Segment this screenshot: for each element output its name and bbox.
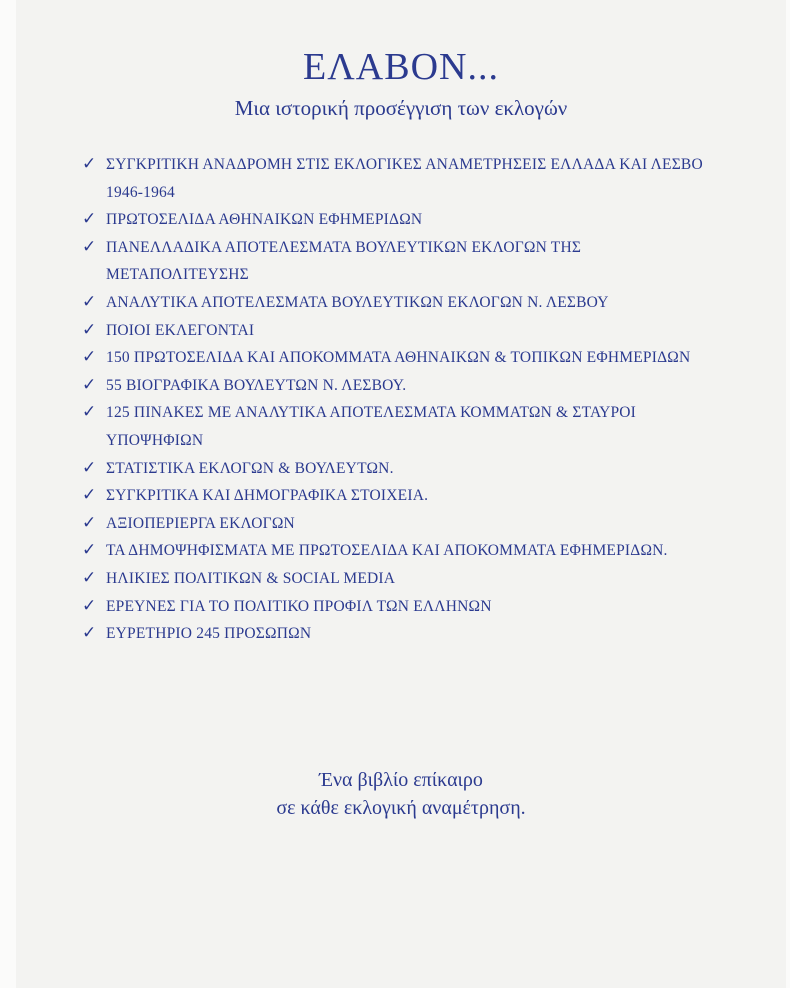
list-item bbox=[82, 289, 722, 317]
list-item bbox=[82, 234, 722, 289]
checkmark-icon: ✓ bbox=[82, 209, 97, 230]
list-item-text: ΠΑΝΕΛΛΑΔΙΚΑ ΑΠΟΤΕΛΕΣΜΑΤΑ ΒΟΥΛΕΥΤΙΚΩΝ ΕΚΛΟΓΩΝ ΤΗΣ ΜΕΤΑΠΟΛΙΤΕΥΣΗΣ bbox=[106, 238, 582, 284]
list-item bbox=[82, 537, 722, 565]
checkmark-icon: ✓ bbox=[82, 512, 97, 533]
checkmark-icon: ✓ bbox=[82, 485, 97, 506]
feature-list bbox=[82, 151, 722, 648]
list-item-text: ΑΞΙΟΠΕΡΙΕΡΓΑ ΕΚΛΟΓΩΝ bbox=[106, 514, 295, 532]
checkmark-icon: ✓ bbox=[82, 319, 97, 340]
list-item-text: ΕΥΡΕΤΗΡΙΟ 245 ΠΡΟΣΩΠΩΝ bbox=[106, 625, 312, 643]
list-item-text: ΑΝΑΛΥΤΙΚΑ ΑΠΟΤΕΛΕΣΜΑΤΑ ΒΟΥΛΕΥΤΙΚΩΝ ΕΚΛΟΓΩΝ Ν. ΛΕΣΒΟΥ bbox=[106, 293, 609, 311]
list-item bbox=[82, 482, 722, 510]
list-item-text: ΗΛΙΚΙΕΣ ΠΟΛΙΤΙΚΩΝ & SOCIAL MEDIA bbox=[106, 569, 396, 587]
list-item-text: ΣΥΓΚΡΙΤΙΚΑ ΚΑΙ ΔΗΜΟΓΡΑΦΙΚΑ ΣΤΟΙΧΕΙΑ. bbox=[106, 487, 429, 505]
list-item bbox=[82, 317, 722, 345]
checkmark-icon: ✓ bbox=[82, 154, 97, 174]
list-item-text: 150 ΠΡΩΤΟΣΕΛΙΔΑ ΚΑΙ ΑΠΟΚΟΜΜΑΤΑ ΑΘΗΝΑΙΚΩΝ & ΤΟΠΙΚΩΝ ΕΦΗΜΕΡΙΔΩΝ bbox=[106, 349, 691, 367]
checkmark-icon: ✓ bbox=[82, 540, 97, 561]
checkmark-icon: ✓ bbox=[82, 402, 97, 423]
footer-tagline bbox=[16, 766, 786, 822]
checkmark-icon: ✓ bbox=[82, 595, 97, 616]
list-item bbox=[82, 565, 722, 593]
document-page bbox=[16, 0, 786, 988]
list-item bbox=[82, 372, 722, 400]
list-item bbox=[82, 344, 722, 372]
list-item bbox=[82, 206, 722, 234]
list-item bbox=[82, 151, 722, 206]
list-item-text: ΣΥΓΚΡΙΤΙΚΗ ΑΝΑΔΡΟΜΗ ΣΤΙΣ ΕΚΛΟΓΙΚΕΣ ΑΝΑΜΕΤΡΗΣΕΙΣ ΕΛΛΑΔΑ ΚΑΙ ΛΕΣΒΟ 1946-1964 bbox=[106, 156, 703, 201]
list-item bbox=[82, 620, 722, 648]
page-subtitle: Μια ιστορική προσέγγιση των εκλογών bbox=[234, 96, 568, 120]
list-item-text: ΣΤΑΤΙΣΤΙΚΑ ΕΚΛΟΓΩΝ & ΒΟΥΛΕΥΤΩΝ. bbox=[106, 459, 394, 477]
checkmark-icon: ✓ bbox=[82, 457, 97, 478]
list-item bbox=[82, 510, 722, 538]
list-item-text: ΕΡΕΥΝΕΣ ΓΙΑ ΤΟ ΠΟΛΙΤΙΚΟ ΠΡΟΦΙΛ ΤΩΝ ΕΛΛΗΝΩΝ bbox=[106, 597, 492, 615]
page-title: ΕΛΑΒΟΝ... bbox=[303, 46, 499, 88]
list-item bbox=[82, 593, 722, 621]
checkmark-icon: ✓ bbox=[82, 347, 97, 368]
checkmark-icon: ✓ bbox=[82, 374, 97, 395]
checkmark-icon: ✓ bbox=[82, 236, 97, 257]
checkmark-icon: ✓ bbox=[82, 623, 97, 644]
list-item-text: ΤΑ ΔΗΜΟΨΗΦΙΣΜΑΤΑ ΜΕ ΠΡΩΤΟΣΕΛΙΔΑ ΚΑΙ ΑΠΟΚΟΜΜΑΤΑ ΕΦΗΜΕΡΙΔΩΝ. bbox=[106, 542, 668, 560]
footer-line-1: Ένα βιβλίο επίκαιρο bbox=[319, 769, 483, 791]
list-item-text: ΠΟΙΟΙ ΕΚΛΕΓΟΝΤΑΙ bbox=[106, 321, 255, 339]
checkmark-icon: ✓ bbox=[82, 291, 97, 312]
list-item-text: 125 ΠΙΝΑΚΕΣ ΜΕ ΑΝΑΛΥΤΙΚΑ ΑΠΟΤΕΛΕΣΜΑΤΑ ΚΟΜΜΑΤΩΝ & ΣΤΑΥΡΟΙ ΥΠΟΨΗΦΙΩΝ bbox=[106, 404, 637, 449]
list-item-text: ΠΡΩΤΟΣΕΛΙΔΑ ΑΘΗΝΑΙΚΩΝ ΕΦΗΜΕΡΙΔΩΝ bbox=[106, 211, 423, 229]
footer-line-2: σε κάθε εκλογική αναμέτρηση. bbox=[276, 797, 526, 819]
list-item bbox=[82, 455, 722, 483]
list-item bbox=[82, 399, 722, 454]
checkmark-icon: ✓ bbox=[82, 567, 97, 588]
list-item-text: 55 ΒΙΟΓΡΑΦΙΚΑ ΒΟΥΛΕΥΤΩΝ Ν. ΛΕΣΒΟΥ. bbox=[106, 376, 407, 394]
